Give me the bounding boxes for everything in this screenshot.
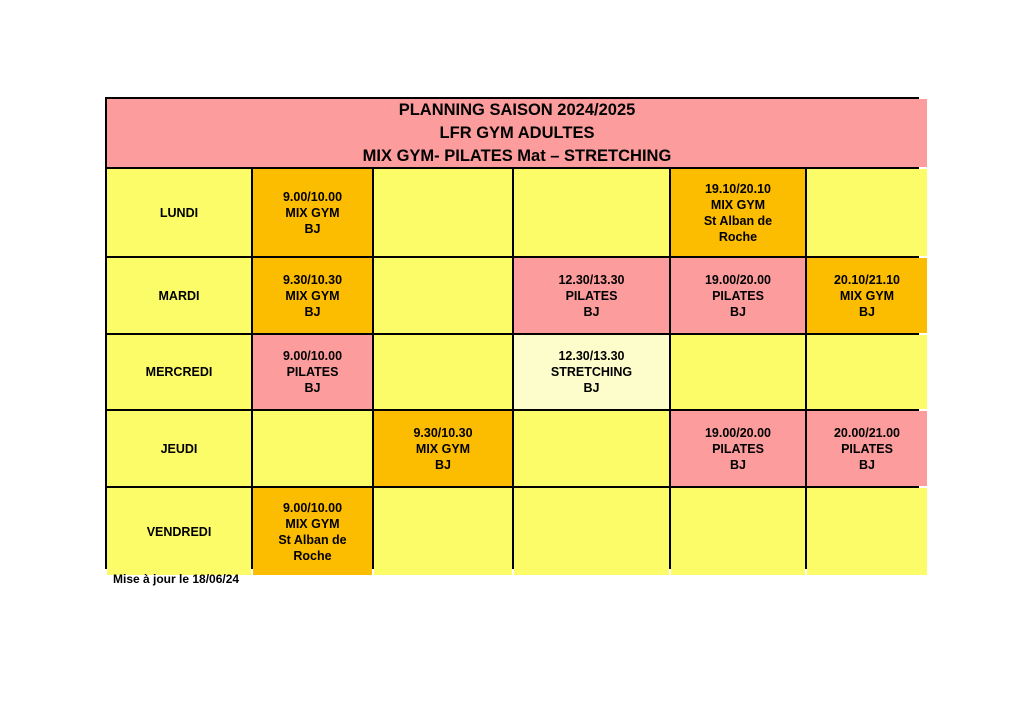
slot-text: BJ xyxy=(583,381,600,395)
slot-text: MIX GYM xyxy=(710,197,766,212)
class-slot xyxy=(253,335,372,409)
class-slot xyxy=(671,169,805,256)
class-slot xyxy=(514,335,669,409)
slot-text: BJ xyxy=(304,304,321,319)
empty-slot xyxy=(374,169,512,256)
slot-text: PILATES xyxy=(712,441,764,456)
slot-text: St Alban de xyxy=(703,213,773,228)
empty-slot xyxy=(671,335,805,409)
slot-text: BJ xyxy=(304,381,321,395)
slot-time: 20.10/21.10 xyxy=(833,272,901,287)
slot-time: 9.00/10.00 xyxy=(282,500,343,515)
slot-text: STRETCHING xyxy=(550,365,633,379)
empty-slot xyxy=(374,488,512,575)
slot-text: BJ xyxy=(859,457,875,472)
slot-text: BJ xyxy=(730,304,746,319)
slot-text: Roche xyxy=(293,548,332,563)
header-activities: MIX GYM- PILATES Mat – STRETCHING xyxy=(362,146,672,165)
empty-slot xyxy=(374,335,512,409)
slot-text: MIX GYM xyxy=(839,288,895,303)
slot-time: 9.00/10.00 xyxy=(282,349,343,363)
slot-text: PILATES xyxy=(712,288,764,303)
slot-text: MIX GYM xyxy=(285,516,340,531)
slot-text: Roche xyxy=(718,229,758,244)
class-slot xyxy=(253,169,372,256)
slot-text: PILATES xyxy=(286,365,339,379)
update-date: Mise à jour le 18/06/24 xyxy=(113,572,240,586)
slot-time: 19.10/20.10 xyxy=(704,181,772,196)
empty-slot xyxy=(807,335,927,409)
class-slot xyxy=(671,258,805,333)
class-slot xyxy=(807,258,927,333)
slot-text: MIX GYM xyxy=(285,288,340,303)
class-slot xyxy=(514,258,669,333)
empty-slot xyxy=(253,411,372,486)
slot-text: BJ xyxy=(859,304,875,319)
slot-text: St Alban de xyxy=(278,532,347,547)
day-label: MERCREDI xyxy=(107,335,251,409)
empty-slot xyxy=(514,411,669,486)
empty-slot xyxy=(514,169,669,256)
slot-text: BJ xyxy=(304,221,321,236)
class-slot xyxy=(253,258,372,333)
header-subtitle: LFR GYM ADULTES xyxy=(439,123,595,142)
slot-text: PILATES xyxy=(841,441,893,456)
schedule-table xyxy=(105,97,919,569)
slot-text: BJ xyxy=(435,457,451,472)
slot-text: BJ xyxy=(730,457,746,472)
day-label: LUNDI xyxy=(107,169,251,256)
slot-time: 9.30/10.30 xyxy=(282,272,343,287)
header-title: PLANNING SAISON 2024/2025 xyxy=(398,100,636,119)
class-slot xyxy=(671,411,805,486)
slot-time: 9.30/10.30 xyxy=(413,425,473,440)
slot-text: BJ xyxy=(583,304,600,319)
slot-time: 12.30/13.30 xyxy=(558,349,625,363)
empty-slot xyxy=(807,488,927,575)
class-slot xyxy=(374,411,512,486)
empty-slot xyxy=(514,488,669,575)
slot-text: MIX GYM xyxy=(285,205,340,220)
empty-slot xyxy=(374,258,512,333)
empty-slot xyxy=(807,169,927,256)
slot-time: 12.30/13.30 xyxy=(558,272,625,287)
slot-time: 19.00/20.00 xyxy=(704,425,772,440)
slot-time: 20.00/21.00 xyxy=(833,425,901,440)
schedule-header xyxy=(107,99,927,167)
slot-time: 9.00/10.00 xyxy=(282,189,343,204)
class-slot xyxy=(253,488,372,575)
class-slot xyxy=(807,411,927,486)
slot-time: 19.00/20.00 xyxy=(704,272,772,287)
day-label: JEUDI xyxy=(107,411,251,486)
slot-text: MIX GYM xyxy=(415,441,471,456)
empty-slot xyxy=(671,488,805,575)
day-label: VENDREDI xyxy=(107,488,251,575)
day-label: MARDI xyxy=(107,258,251,333)
slot-text: PILATES xyxy=(565,288,618,303)
